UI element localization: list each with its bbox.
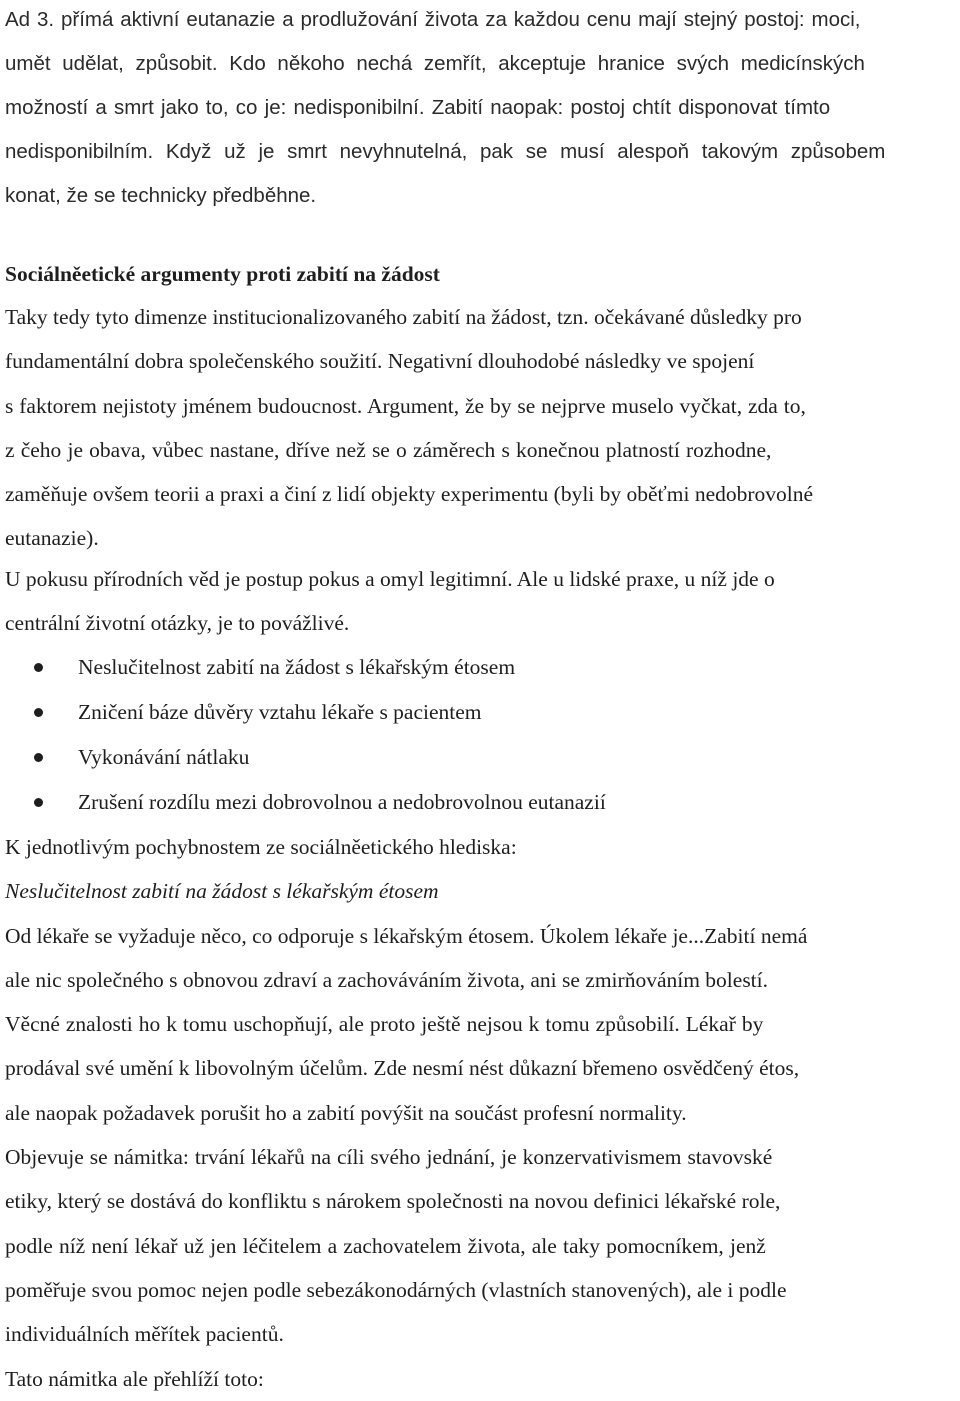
list-item-text: Neslučitelnost zabití na žádost s lékařským étosem bbox=[78, 655, 516, 679]
intro-line: konat, že se technicky předběhne. bbox=[5, 184, 317, 207]
paragraph-line: poměřuje svou pomoc nejen podle sebezákonodárných (vlastních stanovených), ale i podle bbox=[5, 1277, 787, 1302]
list-item bbox=[5, 645, 957, 690]
paragraph-line: podle níž není lékař už jen léčitelem a zachovatelem života, ale taky pomocníkem, jenž bbox=[5, 1233, 766, 1258]
intro-paragraph bbox=[5, 0, 957, 218]
section-heading: Sociálněetické argumenty proti zabití na žádost bbox=[5, 262, 440, 286]
bullet-list bbox=[5, 645, 957, 825]
transition-line: K jednotlivým pochybnostem ze sociálněetického hlediska: bbox=[5, 835, 517, 859]
list-item-text: Vykonávání nátlaku bbox=[78, 745, 250, 769]
paragraph-2 bbox=[5, 557, 957, 646]
bullet-icon bbox=[34, 753, 43, 762]
paragraph-line: eutanazie). bbox=[5, 526, 99, 551]
paragraph-line: U pokusu přírodních věd je postup pokus a omyl legitimní. Ale u lidské praxe, u níž jde o bbox=[5, 567, 775, 591]
paragraph-line: fundamentální dobra společenského soužití. Negativní dlouhodobé následky ve spojení bbox=[5, 349, 755, 374]
paragraph-line: Od lékaře se vyžaduje něco, co odporuje s lékařským étosem. Úkolem lékaře je...Zabití nemá bbox=[5, 923, 808, 948]
intro-line: Ad 3. přímá aktivní eutanazie a prodlužování života za každou cenu mají stejný postoj: moci, bbox=[5, 8, 861, 31]
paragraph-line: prodával své umění k libovolným účelům. Zde nesmí nést důkazní břemeno osvědčený étos, bbox=[5, 1056, 800, 1081]
paragraph-line: Taky tedy tyto dimenze institucionalizovaného zabití na žádost, tzn. očekávané důsledky pro bbox=[5, 305, 802, 329]
paragraph-line: ale naopak požadavek porušit ho a zabití povýšit na součást profesní normality. bbox=[5, 1100, 687, 1125]
paragraph-line: zaměňuje ovšem teorii a praxi a činí z lidí objekty experimentu (byli by oběťmi nedobrovolné bbox=[5, 482, 814, 507]
list-item-text: Zničení báze důvěry vztahu lékaře s pacientem bbox=[78, 700, 482, 724]
subheading: Neslučitelnost zabití na žádost s lékařským étosem bbox=[5, 879, 439, 904]
body-continuation bbox=[5, 825, 957, 1401]
closing-line: Tato námitka ale přehlíží toto: bbox=[5, 1366, 264, 1391]
paragraph-line: ale nic společného s obnovou zdraví a zachováváním života, ani se zmirňováním bolestí. bbox=[5, 967, 769, 992]
bullet-icon bbox=[34, 798, 43, 807]
intro-line: umět udělat, způsobit. Kdo někoho nechá zemřít, akceptuje hranice svých medicínských bbox=[5, 52, 865, 75]
paragraph-line: z čeho je obava, vůbec nastane, dříve než se o záměrech s konečnou platností rozhodne, bbox=[5, 437, 772, 462]
intro-line: možností a smrt jako to, co je: nedisponibilní. Zabití naopak: postoj chtít disponovat tímto bbox=[5, 96, 831, 119]
list-item bbox=[5, 735, 957, 780]
paragraph-line: Věcné znalosti ho k tomu uschopňují, ale proto ještě nejsou k tomu způsobilí. Lékař by bbox=[5, 1012, 764, 1037]
paragraph-line: centrální životní otázky, je to povážlivé. bbox=[5, 611, 350, 636]
bullet-icon bbox=[34, 708, 43, 717]
list-item bbox=[5, 690, 957, 735]
paragraph-line: etiky, který se dostává do konfliktu s nárokem společnosti na novou definici lékařské role, bbox=[5, 1189, 781, 1214]
list-item bbox=[5, 780, 957, 825]
list-item-text: Zrušení rozdílu mezi dobrovolnou a nedobrovolnou eutanazií bbox=[78, 790, 606, 814]
paragraph-1 bbox=[5, 295, 957, 561]
paragraph-line: Objevuje se námitka: trvání lékařů na cíli svého jednání, je konzervativismem stavovské bbox=[5, 1145, 773, 1170]
paragraph-line: individuálních měřítek pacientů. bbox=[5, 1322, 284, 1347]
bullet-icon bbox=[34, 663, 43, 672]
intro-line: nedisponibilním. Když už je smrt nevyhnutelná, pak se musí alespoň takovým způsobem bbox=[5, 140, 886, 163]
paragraph-line: s faktorem nejistoty jménem budoucnost. Argument, že by se nejprve muselo vyčkat, zda to, bbox=[5, 393, 806, 418]
